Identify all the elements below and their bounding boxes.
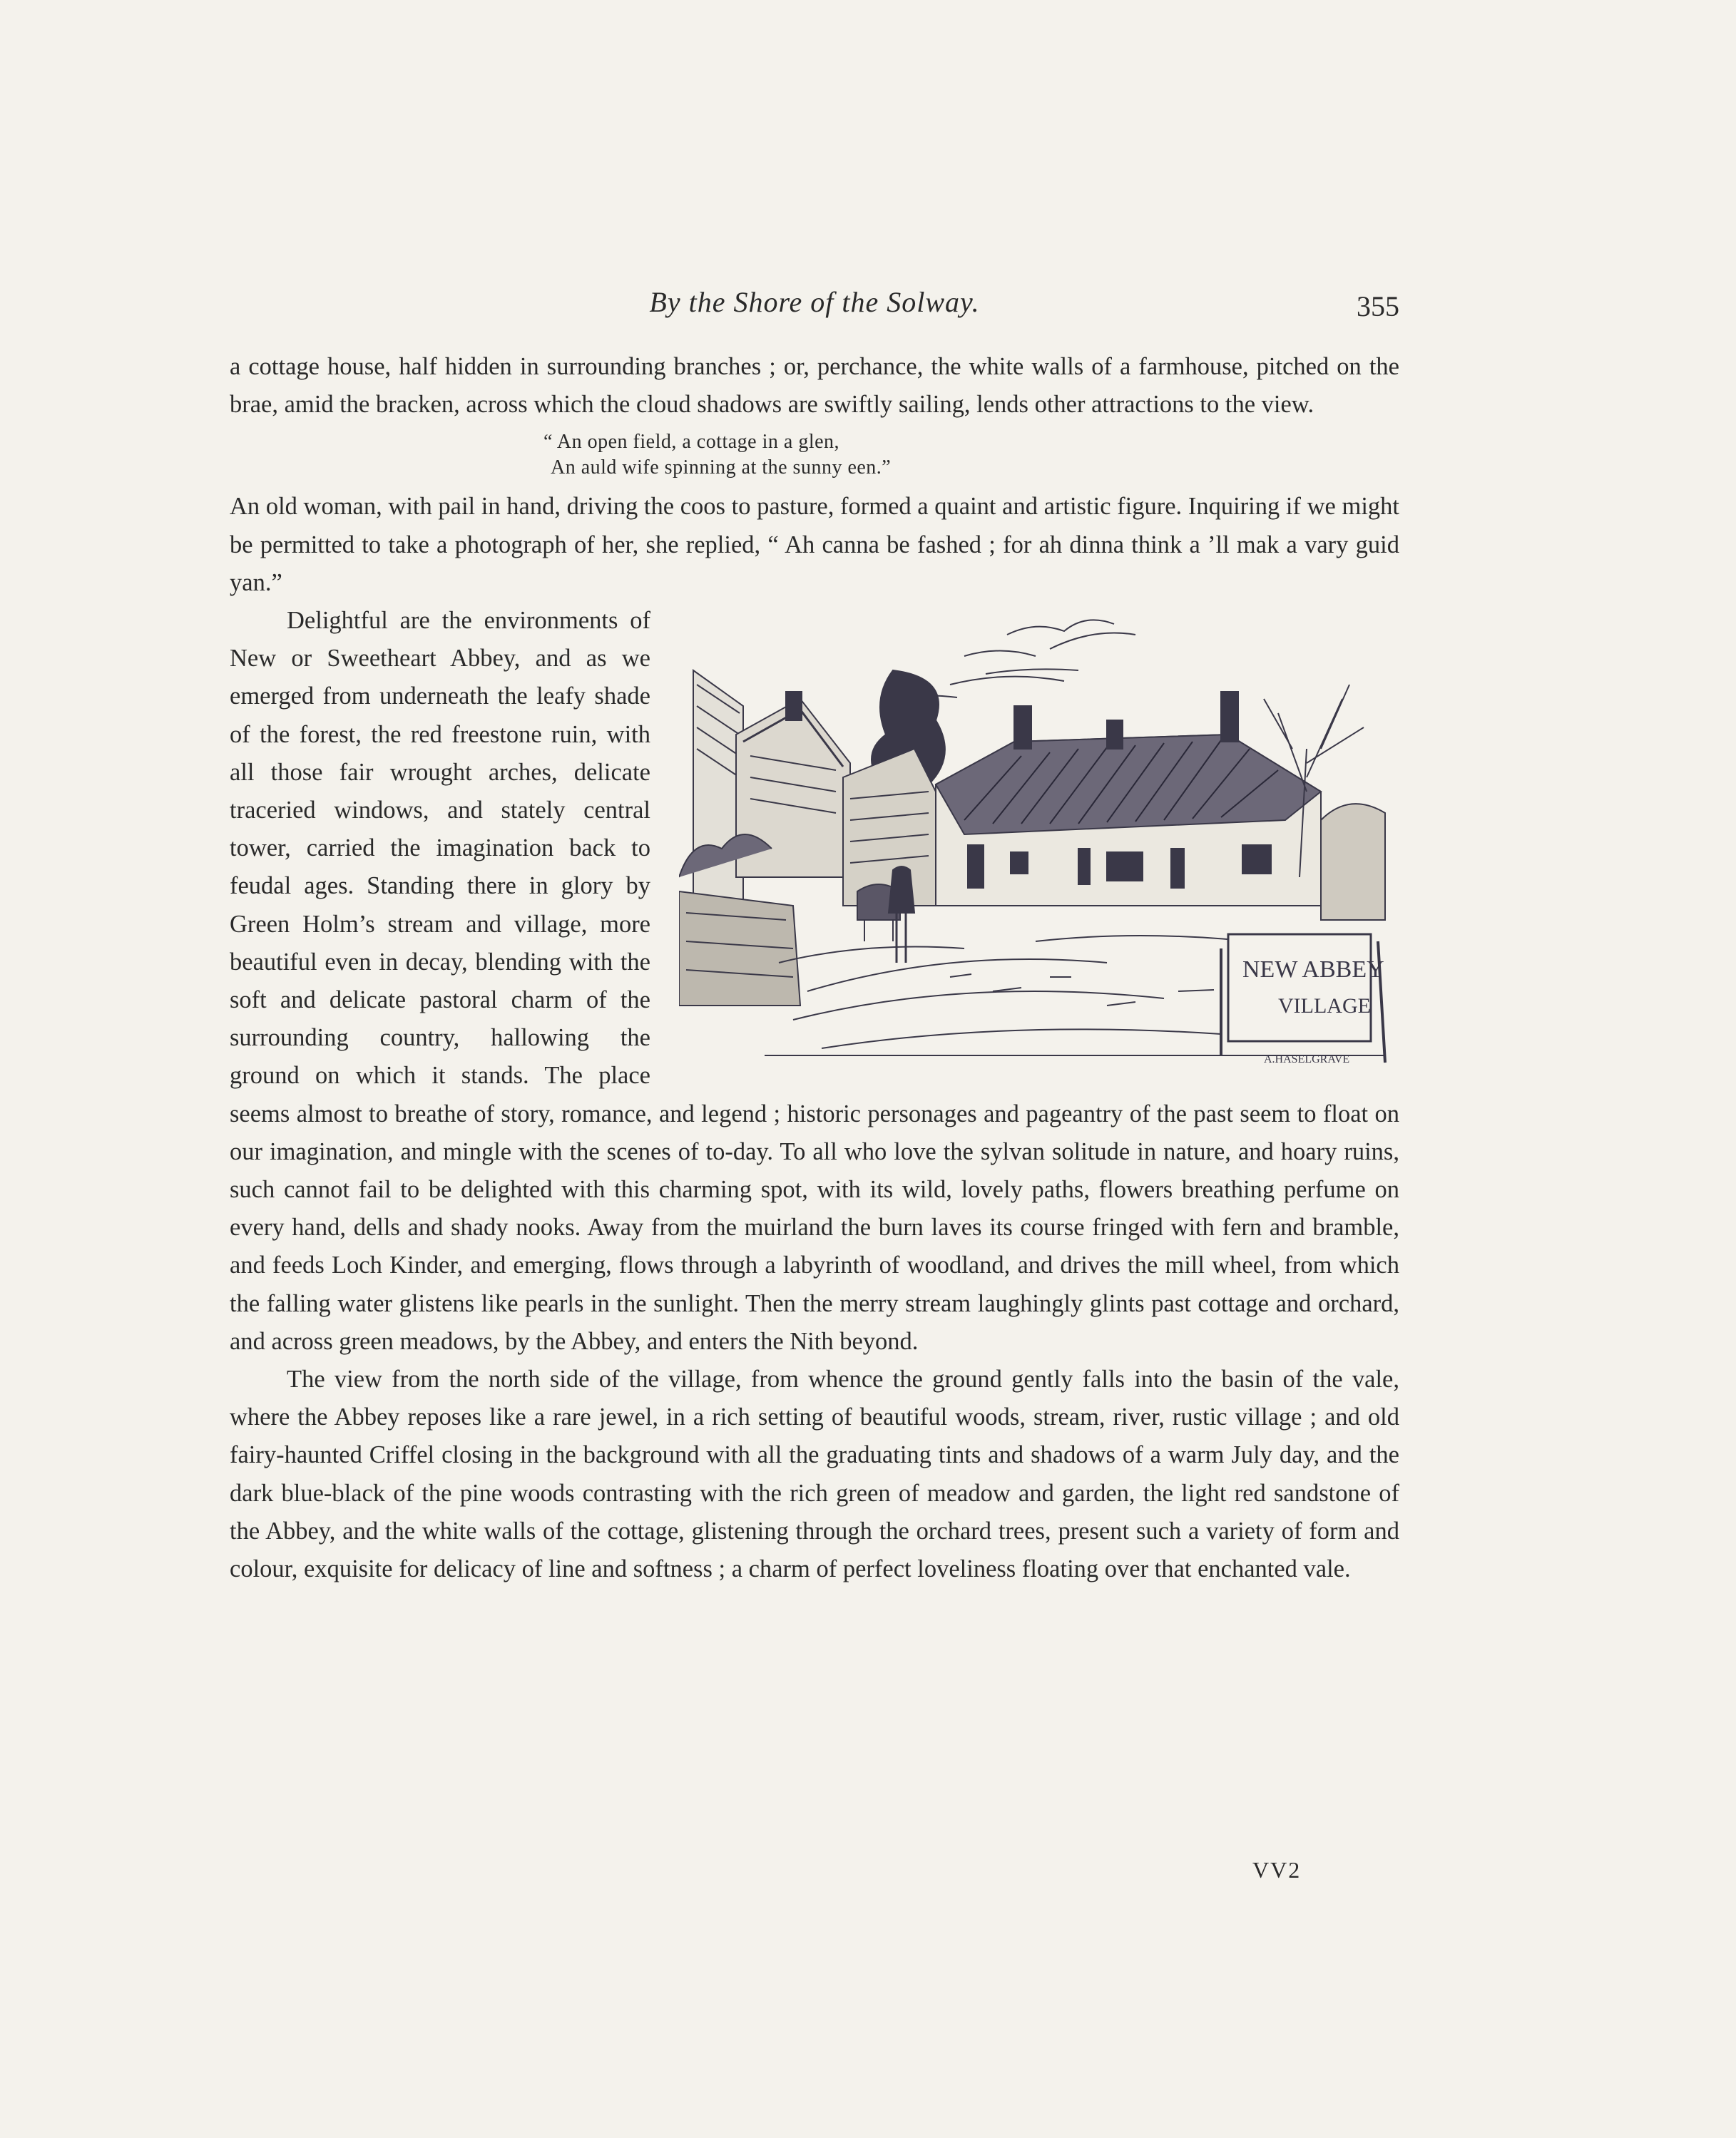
page-header bbox=[230, 285, 1399, 335]
engraving-new-abbey-village bbox=[679, 606, 1399, 1070]
verse-line-1: “ An open field, a cottage in a glen, bbox=[543, 431, 840, 454]
verse-line-2: An auld wife spinning at the sunny een.” bbox=[551, 456, 892, 479]
paragraph-2: An old woman, with pail in hand, driving the coos to pasture, formed a quaint and artistic figure. Inquiring if we might be permitted to take a photograph of her, she replied, “ Ah canna be fashed ; for ah dinna think a ’ll mak a vary guid yan.” bbox=[230, 493, 1399, 596]
page-body bbox=[230, 348, 1399, 1588]
running-title: By the Shore of the Solway. bbox=[649, 286, 980, 318]
paragraph-1: a cottage house, half hidden in surrounding branches ; or, perchance, the white walls of a farmhouse, pitched on the brae, amid the bracken, across which the cloud shadows are swiftly sailing, lends other attractions to the view. bbox=[230, 353, 1399, 419]
artist-signature: A.HASELGRAVE bbox=[1264, 1053, 1350, 1066]
page-number: 355 bbox=[1357, 290, 1399, 322]
paragraph-4: The view from the north side of the village, from whence the ground gently falls into the basin of the vale, where the Abbey reposes like a rare jewel, in a rich setting of beautiful woods, stream, river, rustic village ; and old fairy-haunted Criffel closing in the background with all the graduating tints and shadows of a warm July day, and the dark blue-black of the pine woods contrasting with the rich green of meadow and garden, the light red sandstone of the Abbey, and the white walls of the cottage, glistening through the orchard trees, present such a variety of form and colour, exquisite for delicacy of line and softness ; a charm of perfect loveliness floating over that enchanted vale. bbox=[230, 1366, 1399, 1583]
paragraph-3-text: Delightful are the environments of New or Sweetheart Abbey, and as we emerged from underneath the leafy shade of the forest, the red freestone ruin, with all those fair wrought arches, delicate traceried windows, and stately central tower, carried the imagination back to feudal ages. Standing there in glory by Green Holm’s stream and village, more beautiful even in decay, blending with the soft and delicate pastoral charm of the surrounding country, hallowing the ground on which it stands. The place seems almost to breathe of story, romance, and legend ; historic personages and pageantry of the past seem to float on our imagination, and mingle with the scenes of to-day. To all who love the sylvan solitude in nature, and hoary ruins, such cannot fail to be delighted with this charming spot, with its wild, lovely paths, flowers breathing perfume on every hand, dells and shady nooks. Away from the muirland the burn laves its course fringed with fern and bramble, and feeds Loch Kinder, and emerging, flows through a labyrinth of woodland, and drives the mill wheel, from which the falling water glistens like pearls in the sunlight. Then the merry stream laughingly glints past cottage and orchard, and across green meadows, by the Abbey, and enters the Nith beyond. bbox=[230, 607, 1399, 1355]
verse-quote bbox=[543, 429, 1399, 481]
paragraph-3 bbox=[230, 602, 1399, 1361]
signature-mark: VV2 bbox=[1252, 1857, 1302, 1883]
sign-text-line-2: VILLAGE bbox=[1278, 994, 1371, 1018]
village-illustration bbox=[679, 606, 1399, 1070]
sign-text-line-1: NEW ABBEY bbox=[1242, 956, 1384, 983]
